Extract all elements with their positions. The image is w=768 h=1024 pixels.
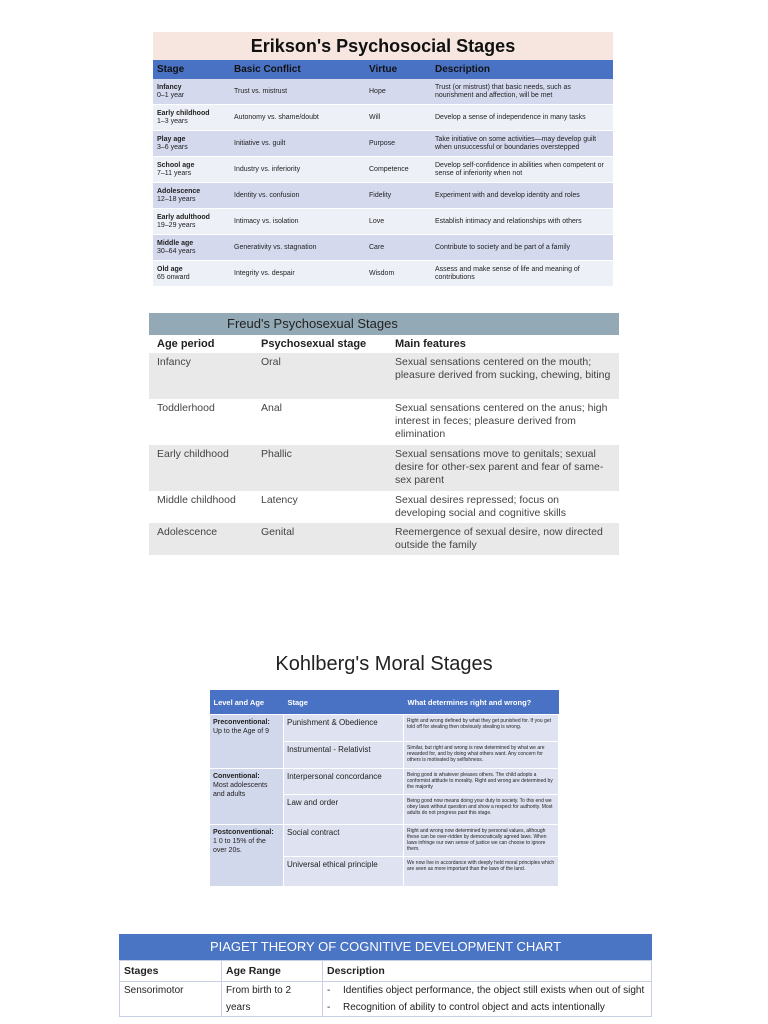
table-row bbox=[120, 982, 652, 1017]
conflict: Trust vs. mistrust bbox=[230, 79, 365, 105]
description: Experiment with and develop identity and roles bbox=[431, 183, 613, 209]
psychosexual-stage: Latency bbox=[253, 491, 387, 523]
table-row bbox=[149, 523, 619, 555]
description: Develop self-confidence in abilities when competent or sense of inferiority when not bbox=[431, 157, 613, 183]
kohlberg-table-panel bbox=[209, 690, 559, 887]
level-cell bbox=[210, 825, 284, 887]
stage-description: Right and wrong now determined by personal values, although these can be over-ridden by democratically agreed laws. When laws infringe our own sense of justice we can choose to ignore them. bbox=[404, 825, 559, 857]
age-period: Adolescence bbox=[149, 523, 253, 555]
stage-description: Similar, but right and wrong is now determined by what we are rewarded for, and by doing what others want. Any concern for others is motivated by selfishness. bbox=[404, 742, 559, 769]
psychosexual-stage: Oral bbox=[253, 353, 387, 399]
description: Take initiative on some activities—may develop guilt when unsuccessful or boundaries overstepped bbox=[431, 131, 613, 157]
stage-name: School age bbox=[157, 161, 195, 169]
stage-years: 3–6 years bbox=[157, 143, 188, 151]
freud-title: Freud's Psychosexual Stages bbox=[149, 313, 619, 335]
freud-table-panel bbox=[149, 313, 619, 555]
stage-name: Punishment & Obedience bbox=[284, 715, 404, 742]
age-period: Early childhood bbox=[149, 445, 253, 491]
table-row bbox=[153, 105, 613, 131]
col-header-stages: Stages bbox=[120, 961, 222, 982]
virtue: Fidelity bbox=[365, 183, 431, 209]
stage-years: 65 onward bbox=[157, 273, 190, 281]
table-row bbox=[149, 491, 619, 523]
age-period: Middle childhood bbox=[149, 491, 253, 523]
stage-name: Early childhood bbox=[157, 109, 210, 117]
table-row bbox=[210, 715, 559, 742]
stage-name: Old age bbox=[157, 265, 183, 273]
level-age: 1 0 to 15% of the over 20s. bbox=[213, 838, 266, 854]
col-header-age-range: Age Range bbox=[222, 961, 323, 982]
stage-name: Middle age bbox=[157, 239, 194, 247]
col-header-psychosexual-stage: Psychosexual stage bbox=[253, 335, 387, 353]
stage-name: Universal ethical principle bbox=[284, 857, 404, 887]
erikson-title: Erikson's Psychosocial Stages bbox=[153, 32, 613, 60]
stage-description: We now live in accordance with deeply held moral principles which are seen as more important than the laws of the land. bbox=[404, 857, 559, 887]
main-features: Reemergence of sexual desire, now directed outside the family bbox=[387, 523, 619, 555]
conflict: Intimacy vs. isolation bbox=[230, 209, 365, 235]
level-cell bbox=[210, 769, 284, 825]
psychosexual-stage: Genital bbox=[253, 523, 387, 555]
table-row bbox=[153, 261, 613, 287]
description: Develop a sense of independence in many tasks bbox=[431, 105, 613, 131]
conflict: Industry vs. inferiority bbox=[230, 157, 365, 183]
kohlberg-table bbox=[209, 690, 559, 887]
list-item: - Identifies object performance, the object still exists when out of sight bbox=[327, 985, 645, 996]
virtue: Hope bbox=[365, 79, 431, 105]
stage-name: Infancy bbox=[157, 83, 182, 91]
table-row bbox=[153, 157, 613, 183]
col-header-description: Description bbox=[431, 60, 613, 79]
conflict: Autonomy vs. shame/doubt bbox=[230, 105, 365, 131]
stage-years: 19–29 years bbox=[157, 221, 196, 229]
stage-name: Law and order bbox=[284, 795, 404, 825]
piaget-table-panel bbox=[119, 934, 652, 1017]
piaget-title: PIAGET THEORY OF COGNITIVE DEVELOPMENT CHART bbox=[119, 934, 652, 960]
age-range: From birth to 2 years bbox=[222, 982, 323, 1017]
conflict: Generativity vs. stagnation bbox=[230, 235, 365, 261]
piaget-table bbox=[119, 960, 652, 1017]
virtue: Wisdom bbox=[365, 261, 431, 287]
description: Assess and make sense of life and meaning of contributions bbox=[431, 261, 613, 287]
stage-name: Instrumental - Relativist bbox=[284, 742, 404, 769]
table-row bbox=[210, 825, 559, 857]
bullet-text: Identifies object performance, the object still exists when out of sight bbox=[343, 985, 645, 996]
level-cell bbox=[210, 715, 284, 769]
level-name: Preconventional: bbox=[213, 719, 270, 726]
virtue: Care bbox=[365, 235, 431, 261]
stage-description: Being good now means doing your duty to society. To this end we obey laws without question and show a respect for authority. Most adults do not progress past this stage. bbox=[404, 795, 559, 825]
stage-name: Play age bbox=[157, 135, 186, 143]
erikson-table-panel bbox=[153, 32, 613, 287]
col-header-main-features: Main features bbox=[387, 335, 619, 353]
col-header-description: Description bbox=[323, 961, 652, 982]
main-features: Sexual sensations move to genitals; sexual desire for other-sex parent and fear of same-sex parent bbox=[387, 445, 619, 491]
table-row bbox=[210, 769, 559, 795]
description: Contribute to society and be part of a family bbox=[431, 235, 613, 261]
level-name: Postconventional: bbox=[213, 829, 274, 836]
stage-description: Right and wrong defined by what they get punished for. If you get told off for stealing then obviously stealing is wrong. bbox=[404, 715, 559, 742]
virtue: Will bbox=[365, 105, 431, 131]
erikson-table bbox=[153, 60, 613, 287]
col-header-age-period: Age period bbox=[149, 335, 253, 353]
table-row bbox=[153, 235, 613, 261]
table-row bbox=[149, 353, 619, 399]
level-age: Up to the Age of 9 bbox=[213, 728, 270, 735]
table-row bbox=[153, 183, 613, 209]
kohlberg-title: Kohlberg's Moral Stages bbox=[275, 653, 493, 675]
col-header-virtue: Virtue bbox=[365, 60, 431, 79]
stage-name: Social contract bbox=[284, 825, 404, 857]
table-row bbox=[153, 209, 613, 235]
level-name: Conventional: bbox=[213, 773, 260, 780]
virtue: Love bbox=[365, 209, 431, 235]
table-row bbox=[149, 445, 619, 491]
conflict: Identity vs. confusion bbox=[230, 183, 365, 209]
virtue: Purpose bbox=[365, 131, 431, 157]
stage-years: 1–3 years bbox=[157, 117, 188, 125]
stage-description: Being good is whatever pleases others. The child adopts a conformist attitude to morality. Right and wrong are determined by the majority bbox=[404, 769, 559, 795]
stage-years: 7–11 years bbox=[157, 169, 192, 177]
conflict: Initiative vs. guilt bbox=[230, 131, 365, 157]
col-header-stage: Stage bbox=[284, 690, 404, 715]
table-row bbox=[149, 399, 619, 445]
stage-name: Adolescence bbox=[157, 187, 201, 195]
psychosexual-stage: Anal bbox=[253, 399, 387, 445]
stage-name: Early adulthood bbox=[157, 213, 210, 221]
description: Trust (or mistrust) that basic needs, such as nourishment and affection, will be met bbox=[431, 79, 613, 105]
main-features: Sexual sensations centered on the mouth; pleasure derived from sucking, chewing, biting bbox=[387, 353, 619, 399]
table-row bbox=[153, 79, 613, 105]
main-features: Sexual desires repressed; focus on developing social and cognitive skills bbox=[387, 491, 619, 523]
main-features: Sexual sensations centered on the anus; high interest in feces; pleasure derived from elimination bbox=[387, 399, 619, 445]
col-header-level-and-age: Level and Age bbox=[210, 690, 284, 715]
psychosexual-stage: Phallic bbox=[253, 445, 387, 491]
bullet-text: Recognition of ability to control object and acts intentionally bbox=[343, 1002, 605, 1013]
stage-years: 12–18 years bbox=[157, 195, 196, 203]
stage-years: 0–1 year bbox=[157, 91, 185, 99]
table-row bbox=[153, 131, 613, 157]
list-item: - Recognition of ability to control object and acts intentionally bbox=[327, 1002, 605, 1013]
conflict: Integrity vs. despair bbox=[230, 261, 365, 287]
col-header-stage: Stage bbox=[153, 60, 230, 79]
age-period: Infancy bbox=[149, 353, 253, 399]
stage-name: Sensorimotor bbox=[120, 982, 222, 1017]
col-header-right-and-wrong: What determines right and wrong? bbox=[404, 690, 559, 715]
stage-years: 30–64 years bbox=[157, 247, 196, 255]
level-age: Most adolescents and adults bbox=[213, 782, 268, 798]
description-cell bbox=[323, 982, 652, 1017]
description: Establish intimacy and relationships with others bbox=[431, 209, 613, 235]
virtue: Competence bbox=[365, 157, 431, 183]
col-header-conflict: Basic Conflict bbox=[230, 60, 365, 79]
age-period: Toddlerhood bbox=[149, 399, 253, 445]
freud-table bbox=[149, 335, 619, 555]
stage-name: Interpersonal concordance bbox=[284, 769, 404, 795]
